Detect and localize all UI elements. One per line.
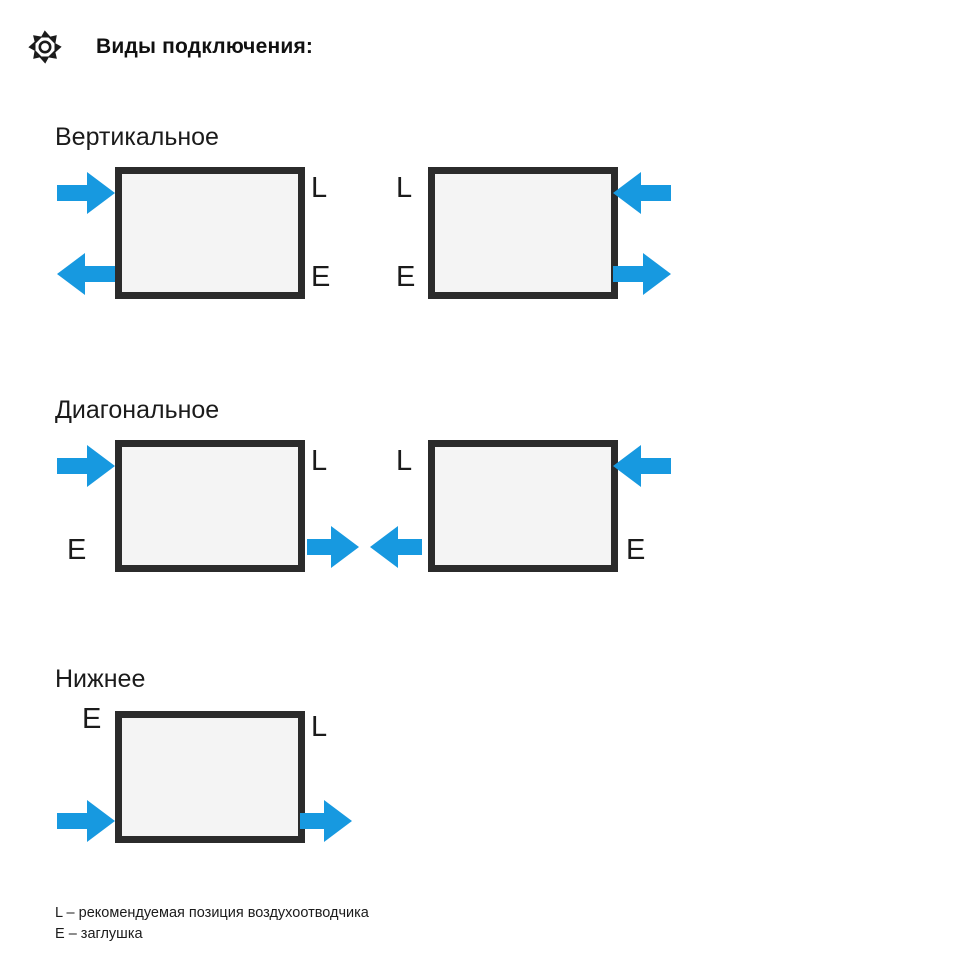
arrow-bottom-left-in <box>57 800 115 842</box>
arrow-vertical-right-bottom-out <box>613 253 671 295</box>
label-vertical-left-top: L <box>311 172 328 204</box>
arrow-vertical-left-bottom-out <box>57 253 115 295</box>
arrow-diagonal-right-top-in <box>613 445 671 487</box>
arrow-diagonal-right-bottom-out <box>370 526 422 568</box>
radiator-bottom <box>115 711 305 843</box>
label-bottom-left: E <box>82 703 102 735</box>
label-diagonal-right-bottom: E <box>626 534 646 566</box>
radiator-vertical-left <box>115 167 305 299</box>
label-diagonal-left-top: L <box>311 445 328 477</box>
label-diagonal-left-bottom: E <box>67 534 87 566</box>
section-title-diagonal: Диагональное <box>55 396 220 424</box>
arrow-vertical-left-top-in <box>57 172 115 214</box>
radiator-diagonal-left <box>115 440 305 572</box>
header <box>28 30 313 64</box>
arrow-vertical-right-top-in <box>613 172 671 214</box>
gear-icon <box>28 30 62 64</box>
label-diagonal-right-top: L <box>396 445 413 477</box>
legend-line-2: E – заглушка <box>55 926 143 943</box>
radiator-vertical-right <box>428 167 618 299</box>
legend-line-1: L – рекомендуемая позиция воздухоотводчика <box>55 905 369 921</box>
arrow-bottom-right-out <box>300 800 352 842</box>
radiator-diagonal-right <box>428 440 618 572</box>
legend <box>55 903 369 945</box>
section-title-vertical: Вертикальное <box>55 123 219 151</box>
label-vertical-right-top: L <box>396 172 413 204</box>
label-vertical-right-bottom: E <box>396 261 416 293</box>
section-title-bottom: Нижнее <box>55 665 146 693</box>
label-vertical-left-bottom: E <box>311 261 331 293</box>
page-title: Виды подключения: <box>96 35 314 58</box>
arrow-diagonal-left-top-in <box>57 445 115 487</box>
arrow-diagonal-left-bottom-out <box>307 526 359 568</box>
label-bottom-right: L <box>311 711 328 743</box>
